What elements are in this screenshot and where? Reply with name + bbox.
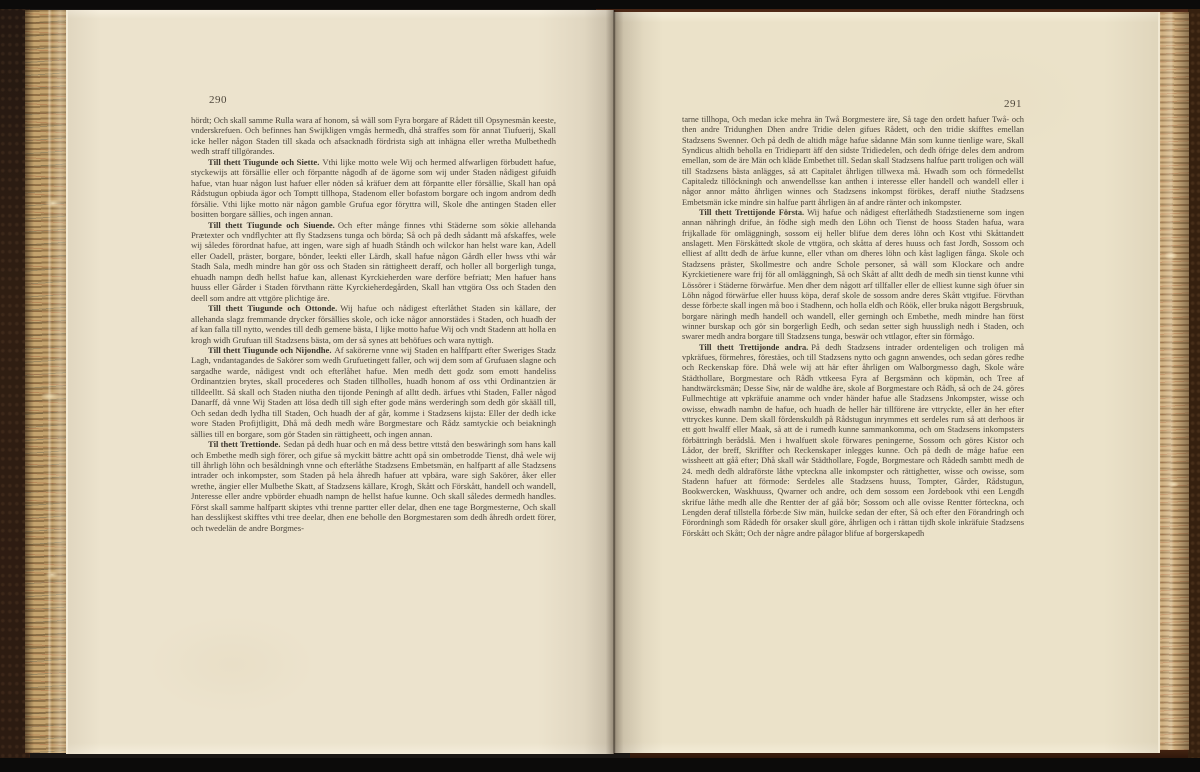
left-page	[66, 10, 614, 754]
paragraph	[191, 157, 556, 220]
paragraph	[191, 439, 556, 533]
paragraph-heading: Till thett Trettijonde andra.	[699, 342, 809, 352]
left-page-text	[191, 115, 556, 533]
paragraph	[682, 343, 1024, 540]
marbled-fore-edge-right	[1156, 12, 1189, 750]
right-page	[614, 12, 1160, 753]
paragraph-heading: Till thett Tiugunde och Nijondhe.	[208, 344, 332, 355]
photo-background-bottom	[0, 758, 1200, 772]
paragraph	[682, 208, 1024, 342]
paragraph-text: tarne tillhopa, Och medan icke mehra än Twå Borgmestere äre, Så tage den ordett hafuer Twå- och then andre Tridunghen Dhen andre Tridie delen gifues Rådett, och den tridie skifftes emellan Stadzsens Swenner. Och på dedh de altidh måge hafue sådanne Män som kunne tienlige ware, Skall Syndicus altidh beholla en Tridiepartt äff den sidste Tridiedelen, och dedh öfrige deles dem androm emellan, som de äre Män och kläde Embethet till. Sedan skall Stadzsens halfue partt troligen och wäll till Stadzsens bästa anlägges, så att Capitalet åhrligen tillwexa må. Hwadh som och förmedellst Capitaledz tillöckningh och anwendellsse kan anthen i interesse eller handell och wandell eller i någor annor måtto åhrligen winnes och Stadzsens inkompst förökes, deraff niuthe Stadzsens Embetsmän icke mindre sin halfue partt åhrligen än af andre ränter och inkompster.	[682, 115, 1024, 207]
paragraph	[682, 115, 1024, 208]
paragraph	[191, 115, 556, 157]
paragraph-heading: Till thett Tiugunde och Ottonde.	[208, 303, 338, 314]
paragraph-text: Sedan på dedh huar och en må dess bettre vttstå den beswäringh som hans kall och Embethe medh sigh förer, och gifue så myckitt bättre achtt opå sin ombetrodde Tienst, dhå wele wij till åhrligh löhn och besåldningh vnne och efterlåthe Stadzsens Embetsmän, en halfpartt af alle Stadzsens intrader och inkompster, som Staden på hela åhredh hafuer att vpbära, ware sigh Sakörer, åker eller wrethe, ängier eller Mulbethe Skatt, af Stadzsens källare, Krogh, Skått och Förskått, handell och wandell, Jnteresse eller andre vpbörder ehuadh nampn de hellst hafue kunne. Och skall således dermedh handles. Först skall samme halfpartt skiptes vthi trenne partter eller delar, dhen ene tage Borgmesterne, Och skall han desslijkest skifftes vthi tree deelar, dhen ene beholle den Borgmestaren som dedh åhredh ordett förer, och twedelän de andre Borgmes-	[191, 439, 557, 533]
paragraph-text: Af sakörerne vnne wij Staden en halffpartt efter Sweriges Stadz Lagh, vndantagandes de Sakörer som wedh Grufuetingett faller, och wij dem som af Grufuaen slagne och sargadhe warde, nådigest vndt och efterlåhet hafue. Men medh dett godz som emott handeliss Ordinantzien brytes, skall procederes och Staden tillholles, huadh honom af oss vthi Ordinantzien är tilldeelltt. Så skall och Staden niutha den tijonde Peningh af alltt dedh. ärfues vthi Staden, Faller någod Danarff, då vnne Wij Staden att lösa dedh till sigh efter gode mäns werderingh som dedh gör skääll till, Och sedan dedh lydha till Staden, Och huadh der af går, komme i Stadzsens kijsta: Eller der dedh icke wore Staden Profijtligitt, Dhå må dedh medh wåre Borgmestare och Rådz samtyckie och beiakningh sällies till en borgare, som gör Staden sin rättigheett, och ingen annan.	[191, 344, 556, 439]
paragraph-text: Wij hafue och nådigest efterlåthedh Stadzstienerne som ingen annan nähringh drifue, än födhe sigh medh den Löhn och Tienst de hooss Staden hafua, wara frijkallade för omläggningh, sossom eij heller blifue dem deres löhn och Kost vthi Skåttandett anslagett. Men Förskåttedt skole de vttgöra, och skåtta af deres huuss och fast Jordh, Sossom och elliest af alltt dedh de ärfue kunne, eller vthan om dheres löhn och kåst lagligen fånga. Skole och Stadzsens präster, Skollmestre och andre Schole personer, så wäll som Klockare och andre Kyrckietienere ware frij för all omläggningh, Så och Skått af alltt dedh de medh sin tienst kunne vthi Lössörer i Städerne förwärfue. Men dher dem någott arf tillfaller eller de elliest kunne sigh öfuer sin Löhn någod förwärfue eller huuss köpa, deraf skole de sossom andre deres Skått vttgifue. Förvthan desse förbe:te skall ingen må boo i Stadhenn, och holla eldh och Röök, eller bruka någott Bergsbruuk, borgare näringh medh handell och wandell, eller gerningh och Embethe, medh mindre han först winner burskap och gör sin borgerligh Eedh, och sedan setter sigh huussligh nedh i Staden, och swarer medh andra borgare till Stadzsens tunga, beswär och vttlagor, efter sin förmågo.	[682, 208, 1025, 342]
paragraph	[191, 345, 556, 439]
page-number-left: 290	[209, 94, 227, 106]
paragraph	[191, 220, 556, 304]
marbled-fore-edge-left	[25, 10, 70, 753]
page-number-right: 291	[1004, 98, 1022, 110]
paragraph-text: hördt; Och skall samme Rulla wara af honom, så wäll som Fyra borgare af Rådett till Opsynesmän keeste, vnderskrefuen. Och befinnes han Swijkligen vmgås hermedh, dhå straffes som för annat Tiufuerij, Skall icke heller någon Staden till skada och afsacknadh fördrista sigh att inhägna eller wretha Mulbethedh wedh straff tillgörandes.	[191, 115, 556, 157]
paragraph-text: Vthi lijke motto wele Wij och hermed alfwarligen förbudett hafue, styckewijs att försällie eller och förpantte någodh af de ägorne som wij under Staden nådigest gifuidh hafue, vtan huar någon lust hafuer eller nöden så kräfuer dem att förpantte eller försällie, Skall han opå Rådstugun opbiuda ägor och Tomptt tillhopa, Stadenom eller bofastom borgare och ingom androm dedh försälie. Vthi lijke motto när någon gamble Grufua egor föryttra will, Skole dhe antingen Staden eller bositten borgare sällies, och ingen annan.	[191, 156, 557, 220]
photo-background-top	[0, 0, 1200, 9]
paragraph-text: Och efter månge finnes vthi Städerne som sökie allehanda Prætexter och vndflychter att fly Stadzsens tunga och börda; Så och på dedh sådantt må afskaffes, wele wij således förordnat hafue, att ingen, ware sigh af huadh Ståndh och wilckor han helst ware kan, Adell eller Oadell, präster, borgare, bönder, leekti eller Lärdh, skall hafue någon Gårdh eller hwss vthi wår Stadh Sala, medh mindre han gör oss och Staden sin rättigheett deraff, och holler all borgerligh tunga, ehuadh nampn dedh hellst hafue kan, allenast Kyrckieherden ware derföre befriatt; Men hafuer hans huuss eller Gårder i Staden förvthann rätte Kyrckieherdegården, Skall han vttgöra Oss och Staden den deell som andre att vttgöre plichtige äre.	[191, 219, 556, 303]
paragraph-heading: Till thett Tiugunde och Siuende.	[208, 219, 335, 230]
paragraph-text: På dedh Stadzsens intrader ordenteligen och troligen må vpkräfues, förmehres, förestäes, och till Stadzsens nytto och gagnn anwendes, och sedan göres redhe och Reckenskap före. Dhå wele wij att här efter åhrligen om Walborgmesso dagh, Skole wåre Städthollare, Borgmestare och Rådh vttkeesa Fyra af Bergsmänn och köpmän, och Tree af handtwärcksmän; Desse Siw, när de waldhe äre, skole af Borgmestare och Rådh, så och de 24. göres Fullmechtige att vpkräfuie anamme och vnder händer hafue alle Stadzsens Jnkompster, wisse och owisse, ehwadh nambn de hafue, och huadh de heller här tillförene äre vttryckte, eller än her efter vttryckes kunne. Dem skall fördenskuldh på Rådstugun inrymmes ett serdeles rum så att derhoos är ett gott hwalff eller Maak, så att de i rumedh kunne sammankomma, och om Stadzsens inkompsters förbättringh berådslå. Men i hwalfuett skole förwares peningerne, Sossom och göres Kistor och Lådor, der breff, Skriffter och Reckenskaper inlegges kunne. Och på dedh de måge hafue een wissheett att gåå efter; Dhå skall wår Städthollare, Fogde, Borgmestare och Rådedh sambtt medh de 24. medh dedh aldraförste låthe vpteckna alle inkompster och rättighetter, wisse och owisse, som Stadenn hafuer att förmode: Serdeles alle Stadzsens huuss, Tompter, Gårder, Rådstugun, Bookwercken, Waskhuuss, Qwarner och andre, och dem sossom een Jordebook vthi een Lengdh skrifue låthe medh alle dhe Rentter der af gåå bör; Sossom och alle ovisse Rentter förteckna, och Lengden deraf tillstella förbe:de Siw män, huilcke sedan der efter, Så och efter den Förandringh och Förordningh som Rådedh för orsaker skull göre, åhrligen och i rättan tijdh skole inkräfuie Stadzsens Förskått och Skått; Och der någre andre pålagor blifue af borgerskapedh	[682, 342, 1024, 538]
paragraph-text: Wij hafue och nådigest efterlåthet Staden sin källare, der allehanda slagz fremmande drycker försällies skole, och icke någor annorstädes i Staden, och huadh der af kan falla till nytto, wendes till dedh gemene bästa, I lijke motto hafue Wij och vndt Stadenn att holla en krogh widh Grufuan till Stadzsens bästa, om der så synes att behöfues och wara nyttigh.	[191, 303, 557, 345]
right-page-text	[682, 115, 1024, 539]
paragraph-heading: Til thett Trettionde.	[208, 439, 281, 450]
paragraph-heading: Till thett Tiugunde och Siette.	[208, 156, 320, 167]
paragraph-heading: Till thett Trettijonde Första.	[699, 208, 805, 218]
paragraph	[191, 303, 556, 345]
